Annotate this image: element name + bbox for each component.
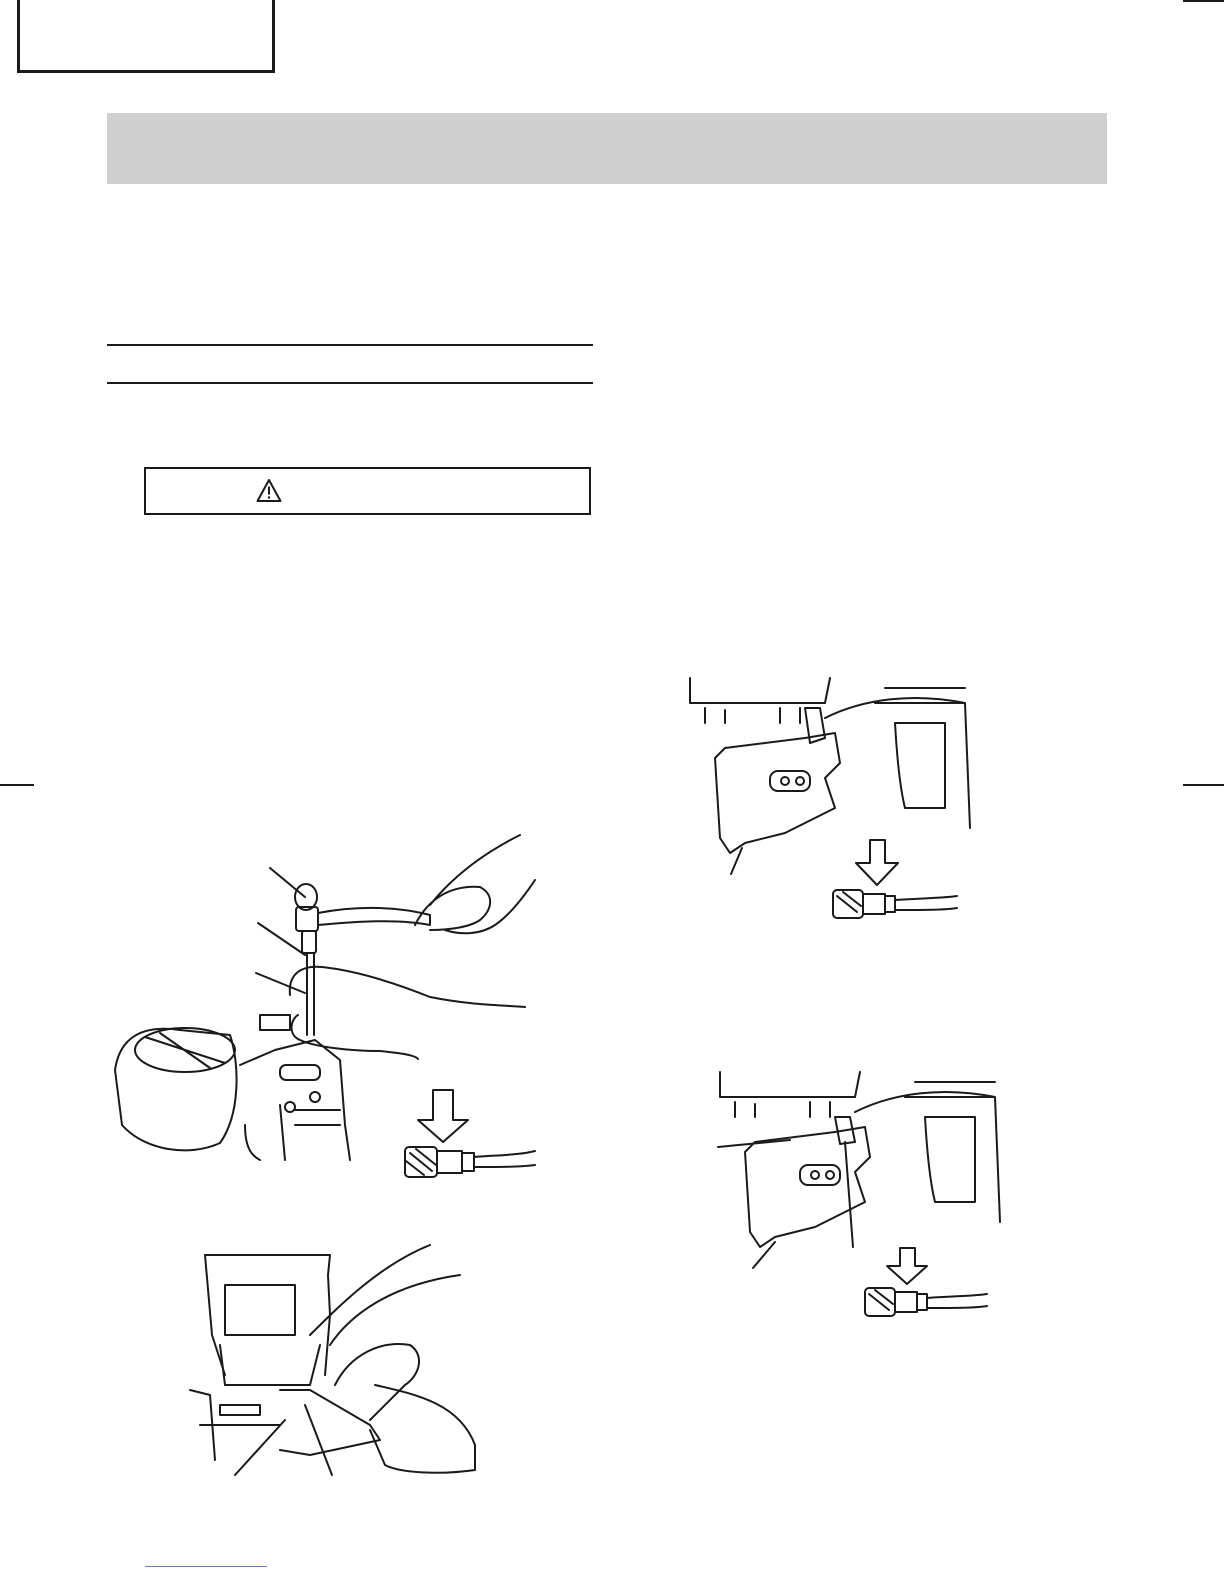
leader-line: [305, 1405, 332, 1475]
subsection-rule-bottom: [107, 382, 593, 384]
caution-box: [144, 467, 591, 515]
leader-line: [256, 973, 305, 993]
leader-line: [235, 1420, 285, 1475]
down-arrow-icon: [856, 840, 898, 885]
footer-link-underline[interactable]: [145, 1566, 267, 1567]
hammer-driving-tool-illustration: [100, 825, 545, 1175]
cylinder-base: [690, 678, 830, 723]
magazine-side: [190, 1390, 280, 1460]
crop-mark-top-right: [1183, 0, 1224, 2]
hands: [310, 1245, 460, 1420]
crop-mark-right-middle: [1183, 784, 1224, 786]
nose-guide: [715, 733, 840, 853]
cylinder-body: [205, 1255, 330, 1375]
section-header-band: [107, 113, 1107, 184]
left-hand: [290, 967, 525, 1059]
air-coupler-icon: [865, 1288, 987, 1316]
nose-guide-disconnect-illustration-2: [715, 1072, 1005, 1322]
air-coupler-icon: [405, 1147, 535, 1177]
cylinder-base: [720, 1072, 860, 1117]
page-language-tab: [17, 0, 275, 73]
air-coupler-icon: [833, 890, 957, 918]
leader-line: [258, 923, 305, 955]
subsection-rule-top: [107, 344, 593, 346]
hammer-icon: [295, 884, 430, 953]
coil-nailer-body: [115, 1015, 350, 1160]
leader-line: [718, 1140, 790, 1147]
warning-triangle-icon: [256, 478, 282, 504]
leader-line: [845, 1142, 853, 1247]
hands-opening-latch-illustration: [190, 1245, 480, 1480]
label-plate: [225, 1285, 295, 1335]
leader-line: [270, 868, 305, 897]
leader-line: [753, 1242, 775, 1268]
coil-canister: [370, 1385, 475, 1473]
crop-mark-left-middle: [0, 784, 34, 786]
down-arrow-icon: [418, 1090, 468, 1142]
nose-guide-disconnect-illustration-1: [685, 678, 975, 918]
down-arrow-icon: [887, 1248, 927, 1284]
right-hand: [415, 835, 535, 933]
